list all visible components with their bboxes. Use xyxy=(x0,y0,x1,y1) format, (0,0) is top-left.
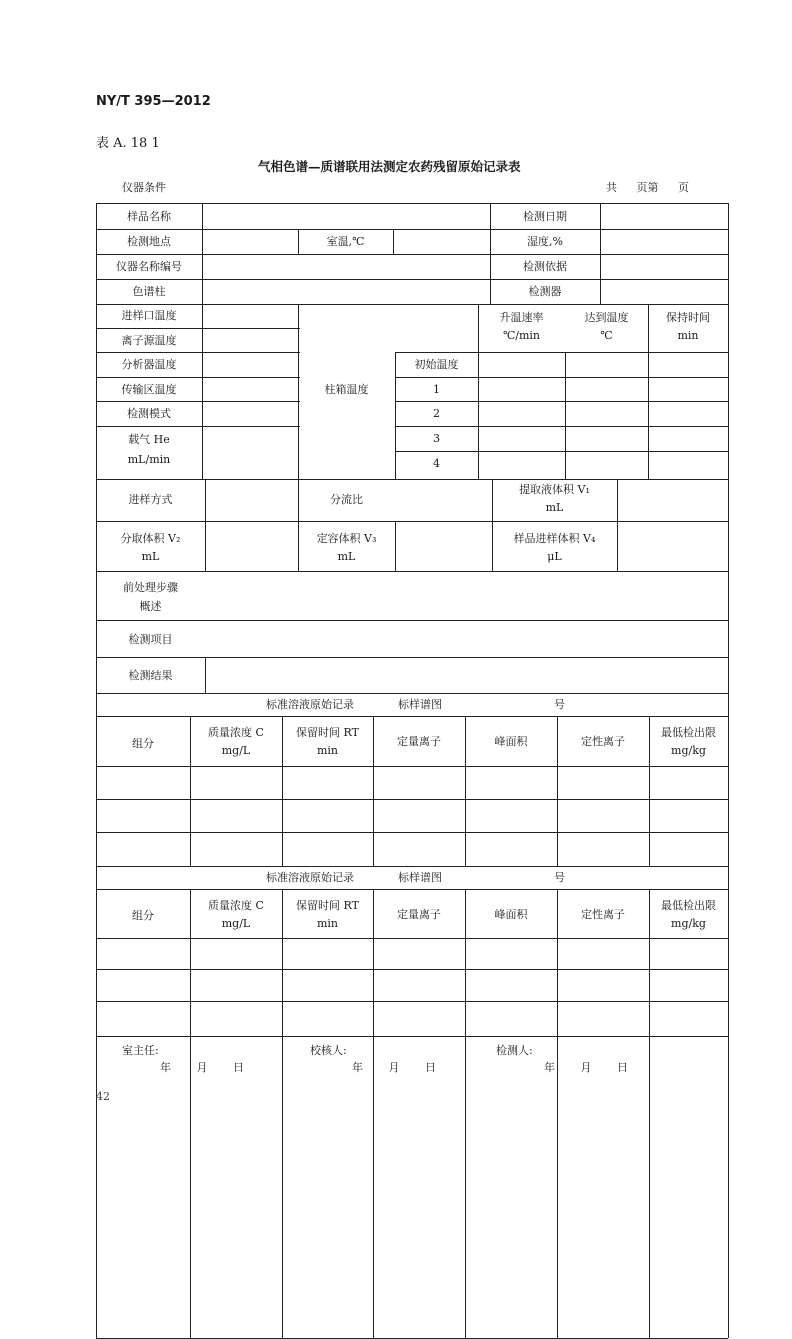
col-mass-conc-unit: mg/L xyxy=(221,744,251,757)
extract-volume-label: 提取液体积 V₁ xyxy=(519,483,590,496)
hold-time-label: 保持时间 xyxy=(666,311,710,324)
extract-volume-unit: mL xyxy=(545,501,564,514)
carrier-gas-label: 载气 He xyxy=(128,433,170,446)
standard-number: NY/T 395—2012 xyxy=(96,94,211,109)
col-retention-time-2: 保留时间 RT xyxy=(296,899,359,912)
pretreat-label: 前处理步骤 xyxy=(123,581,178,594)
inject-volume-unit: μL xyxy=(547,550,562,563)
step-2-label: 2 xyxy=(433,407,440,420)
split-ratio-label: 分流比 xyxy=(330,493,363,506)
detector-label: 检测器 xyxy=(528,285,562,298)
room-temp-label: 室温,℃ xyxy=(326,235,365,248)
page-title: 气相色谱—质谱联用法测定农药残留原始记录表 xyxy=(258,159,521,174)
instrument-conditions-label: 仪器条件 xyxy=(122,181,166,194)
final-volume-label: 定容体积 V₃ xyxy=(316,532,377,545)
detect-mode-label: 检测模式 xyxy=(127,407,171,420)
col-qual-ion-2: 定性离子 xyxy=(581,908,625,921)
col-retention-time-unit-2: min xyxy=(316,917,339,930)
std-record-label-2: 标准溶液原始记录 xyxy=(266,871,354,884)
hold-time-unit: min xyxy=(677,329,699,342)
table-number: 表 A. 18 1 xyxy=(96,136,160,151)
reach-temp-label: 达到温度 xyxy=(584,311,629,324)
std-no-label-2: 号 xyxy=(554,871,565,884)
inlet-temp-label: 进样口温度 xyxy=(121,309,177,322)
std-chart-label-2: 标样谱图 xyxy=(398,871,442,884)
col-component-2: 组分 xyxy=(132,909,154,922)
col-lod-2: 最低检出限 xyxy=(661,899,716,912)
step-4-label: 4 xyxy=(433,457,440,470)
test-location-label: 检测地点 xyxy=(127,235,171,248)
inject-volume-label: 样品进样体积 V₄ xyxy=(513,532,596,545)
col-lod: 最低检出限 xyxy=(661,726,716,739)
tester-label: 检测人: xyxy=(496,1044,533,1057)
transfer-temp-label: 传输区温度 xyxy=(121,383,177,396)
page-count-label: 共 页第 页 xyxy=(606,181,689,194)
step-1-label: 1 xyxy=(433,383,440,396)
std-no-label: 号 xyxy=(554,698,565,711)
col-peak-area: 峰面积 xyxy=(494,735,528,748)
reviewer-label: 校核人: xyxy=(310,1044,347,1057)
pretreat-summary-label: 概述 xyxy=(139,600,162,613)
ramp-rate-unit: ℃/min xyxy=(502,329,541,342)
column-label: 色谱柱 xyxy=(132,285,166,298)
col-peak-area-2: 峰面积 xyxy=(494,908,528,921)
carrier-gas-unit: mL/min xyxy=(127,453,171,466)
column-temp-label: 柱箱温度 xyxy=(324,383,369,396)
col-mass-conc-unit-2: mg/L xyxy=(221,917,251,930)
test-date-label: 检测日期 xyxy=(523,210,567,223)
col-retention-time-unit: min xyxy=(316,744,339,757)
sample-name-label: 样品名称 xyxy=(127,210,171,223)
col-qual-ion: 定性离子 xyxy=(581,735,625,748)
tester-date: 年 月 日 xyxy=(544,1061,628,1074)
col-component: 组分 xyxy=(132,737,154,750)
instrument-name-no-label: 仪器名称编号 xyxy=(116,260,182,273)
inject-mode-label: 进样方式 xyxy=(128,493,173,506)
test-results-label: 检测结果 xyxy=(128,669,173,682)
aliquot-volume-label: 分取体积 V₂ xyxy=(120,532,181,545)
supervisor-label: 室主任: xyxy=(122,1044,159,1057)
col-quant-ion: 定量离子 xyxy=(397,735,441,748)
col-retention-time: 保留时间 RT xyxy=(296,726,359,739)
ramp-rate-label: 升温速率 xyxy=(499,311,544,324)
test-basis-label: 检测依据 xyxy=(523,260,567,273)
reviewer-date: 年 月 日 xyxy=(352,1061,436,1074)
analyzer-temp-label: 分析器温度 xyxy=(121,358,177,371)
col-quant-ion-2: 定量离子 xyxy=(397,908,441,921)
humidity-label: 湿度,% xyxy=(527,235,563,248)
step-3-label: 3 xyxy=(433,432,440,445)
ion-source-temp-label: 离子源温度 xyxy=(121,334,177,347)
final-volume-unit: mL xyxy=(337,550,356,563)
reach-temp-unit: ℃ xyxy=(600,329,613,342)
col-lod-unit: mg/kg xyxy=(671,744,706,757)
supervisor-date: 年 月 日 xyxy=(160,1061,244,1074)
std-record-label: 标准溶液原始记录 xyxy=(266,698,354,711)
initial-temp-label: 初始温度 xyxy=(414,358,459,371)
test-items-label: 检测项目 xyxy=(128,633,173,646)
page-number: 42 xyxy=(96,1090,110,1103)
col-mass-conc-2: 质量浓度 C xyxy=(208,899,264,912)
col-lod-unit-2: mg/kg xyxy=(671,917,706,930)
col-mass-conc: 质量浓度 C xyxy=(208,726,264,739)
std-chart-label: 标样谱图 xyxy=(398,698,442,711)
aliquot-volume-unit: mL xyxy=(141,550,160,563)
